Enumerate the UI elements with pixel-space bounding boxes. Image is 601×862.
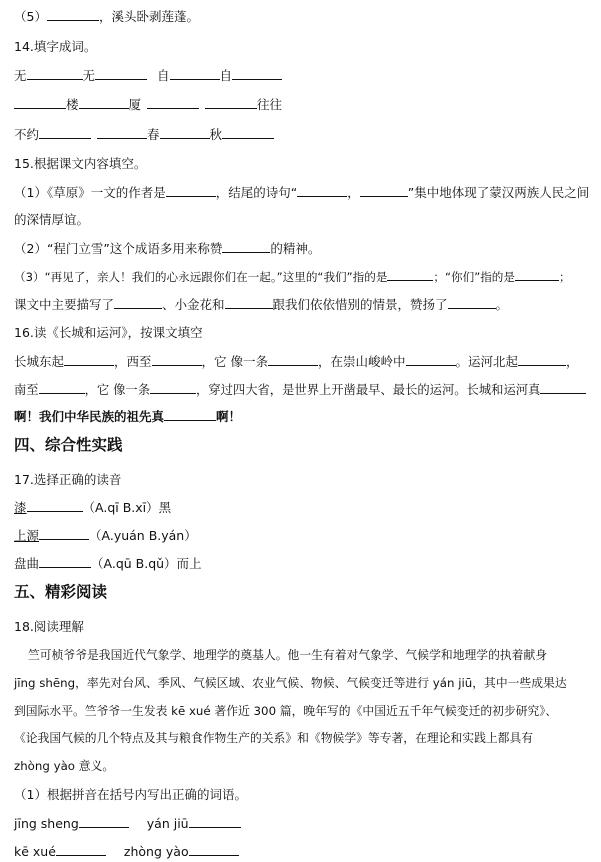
q14-word: 往往	[257, 97, 283, 112]
q15-p1	[14, 184, 589, 202]
q18-sub1: （1）根据拼音在括号内写出正确的词语。	[14, 787, 247, 802]
q16-title: 16.读《长城和运河》，按课文填空	[14, 325, 203, 340]
q13-line5-suffix: ，溪头卧剥莲蓬。	[98, 9, 199, 24]
q15-text: 、小金花和	[162, 297, 225, 312]
q15-text: 跟我们依依惜别的情景，赞扬了	[272, 297, 448, 312]
q15-text: 。	[495, 297, 509, 312]
blank[interactable]	[387, 268, 433, 281]
blank[interactable]	[540, 381, 586, 394]
q18-pinyin-row	[14, 815, 241, 833]
blank[interactable]	[56, 843, 106, 856]
q15-text: （3）“再见了，亲人！我们的心永远跟你们在一起。”这里的“我们”指的是	[14, 270, 388, 284]
blank[interactable]	[152, 353, 202, 366]
blank[interactable]	[222, 240, 270, 253]
q14-row2	[14, 96, 282, 114]
blank[interactable]	[95, 67, 147, 80]
q16-text: ，穿过四大省，是世界上开凿最早、最长的运河。长城和运河真	[196, 383, 541, 397]
q16-text: 啊！	[216, 409, 242, 424]
blank[interactable]	[79, 96, 129, 109]
blank[interactable]	[14, 96, 66, 109]
blank[interactable]	[147, 96, 199, 109]
blank[interactable]	[97, 126, 147, 139]
q14-word: 春	[147, 127, 160, 142]
blank[interactable]	[39, 381, 85, 394]
blank[interactable]	[114, 296, 162, 309]
q16-l3	[14, 408, 241, 426]
q14-word: 自	[157, 68, 170, 83]
blank[interactable]	[515, 268, 559, 281]
q15-p1-cont: 的深情厚谊。	[14, 212, 90, 227]
q16-text: 长城东起	[14, 354, 65, 369]
blank[interactable]	[205, 96, 257, 109]
q17-row	[14, 499, 171, 517]
q15-text: 课文中主要描写了	[14, 297, 115, 312]
q14-row1	[14, 67, 282, 85]
blank[interactable]	[150, 381, 196, 394]
q14-word: 自	[219, 68, 233, 83]
pinyin: yán jiū	[146, 816, 189, 831]
q15-title: 15.根据课文内容填空。	[14, 156, 147, 171]
q15-p2	[14, 240, 320, 258]
q14-word: 楼	[66, 97, 79, 112]
q16-text: ，它 像一条	[201, 354, 269, 369]
pinyin: kē xué	[14, 844, 56, 859]
blank[interactable]	[39, 126, 91, 139]
pinyin: zhòng yào	[123, 844, 189, 859]
q16-l2	[14, 381, 586, 399]
q15-text: ，结尾的诗句“	[215, 185, 298, 200]
blank[interactable]	[406, 353, 456, 366]
blank[interactable]	[170, 67, 220, 80]
q16-text: ，西至	[114, 354, 152, 369]
blank[interactable]	[360, 184, 408, 197]
blank[interactable]	[189, 815, 241, 828]
q18-paragraph-line: 到国际水平。竺爷爷一生发表 kē xué 著作近 300 篇，晚年写的《中国近五千年气候变迁的初步研究》、	[14, 704, 558, 718]
q16-text: 南至	[14, 383, 39, 397]
blank[interactable]	[39, 555, 91, 568]
blank[interactable]	[64, 353, 114, 366]
q17-options: （A.qī B.xī）黑	[82, 500, 172, 515]
q13-line5-prefix: （5）	[14, 9, 47, 24]
q16-text: ，它 像一条	[84, 383, 151, 397]
q15-text: 的精神。	[270, 241, 321, 256]
q15-p3	[14, 268, 571, 286]
section-title: 四、综合性实践	[14, 436, 123, 454]
blank[interactable]	[189, 843, 239, 856]
blank[interactable]	[268, 353, 318, 366]
blank[interactable]	[164, 408, 216, 421]
q18-paragraph-line: jīng shēng，率先对台风、季风、气候区域、农业气候、物候、气候变迁等进行 yán jiū，其中一些成果达	[14, 676, 567, 690]
q14-word: 厦	[128, 97, 142, 112]
q13-line5	[14, 8, 199, 26]
q16-l1	[14, 353, 579, 371]
pinyin: jīng sheng	[14, 816, 79, 831]
q15-text: （2）“程门立雪”这个成语多用来称赞	[14, 241, 223, 256]
q17-title: 17.选择正确的读音	[14, 472, 122, 487]
blank[interactable]	[225, 296, 273, 309]
blank[interactable]	[160, 126, 210, 139]
q18-paragraph-line: 《论我国气候的几个特点及其与粮食作物生产的关系》和《物候学》等专著，在理论和实践上都具有	[14, 731, 534, 745]
blank[interactable]	[79, 815, 129, 828]
blank[interactable]	[297, 184, 347, 197]
q17-word: 盘曲	[14, 556, 40, 571]
q14-row3	[14, 126, 274, 144]
q15-text: ；“你们”指的是	[433, 270, 515, 284]
q17-row	[14, 527, 197, 545]
q16-text: ，	[566, 354, 579, 369]
section-title: 五、精彩阅读	[14, 583, 108, 601]
q17-word: 上源	[14, 528, 40, 543]
q15-text: ，	[347, 185, 360, 200]
q16-text: 啊！我们中华民族的祖先真	[14, 409, 165, 424]
q14-title: 14.填字成词。	[14, 39, 97, 54]
q18-pinyin-row	[14, 843, 239, 861]
q17-options: （A.qū B.qǔ）而上	[91, 556, 202, 571]
q17-word: 漆	[14, 500, 27, 515]
blank[interactable]	[166, 184, 216, 197]
q18-paragraph-line: 竺可桢爷爷是我国近代气象学、地理学的奠基人。他一生有着对气象学、气候学和地理学的执着献身	[28, 648, 548, 662]
q15-text: （1）《草原》一文的作者是	[14, 185, 166, 200]
blank[interactable]	[518, 353, 566, 366]
blank[interactable]	[27, 67, 83, 80]
q14-word: 无	[82, 68, 96, 83]
blank[interactable]	[232, 67, 282, 80]
blank[interactable]	[222, 126, 274, 139]
q16-text: ，在崇山峻岭中	[318, 354, 406, 369]
q15-text: ；	[559, 270, 571, 284]
q18-title: 18.阅读理解	[14, 619, 84, 634]
q14-word: 无	[14, 68, 27, 83]
q14-word: 不约	[14, 127, 40, 142]
q14-word: 秋	[209, 127, 223, 142]
q15-text: ”集中地体现了蒙汉两族人民之间	[407, 185, 590, 200]
q17-options: （A.yuán B.yán）	[89, 528, 197, 543]
q18-paragraph-line: zhòng yào 意义。	[14, 759, 115, 773]
q16-text: 。运河北起	[455, 354, 519, 369]
blank[interactable]	[27, 499, 83, 512]
q17-row	[14, 555, 202, 573]
q15-p3-cont	[14, 296, 508, 314]
blank[interactable]	[47, 8, 99, 21]
blank[interactable]	[448, 296, 496, 309]
blank[interactable]	[39, 527, 89, 540]
